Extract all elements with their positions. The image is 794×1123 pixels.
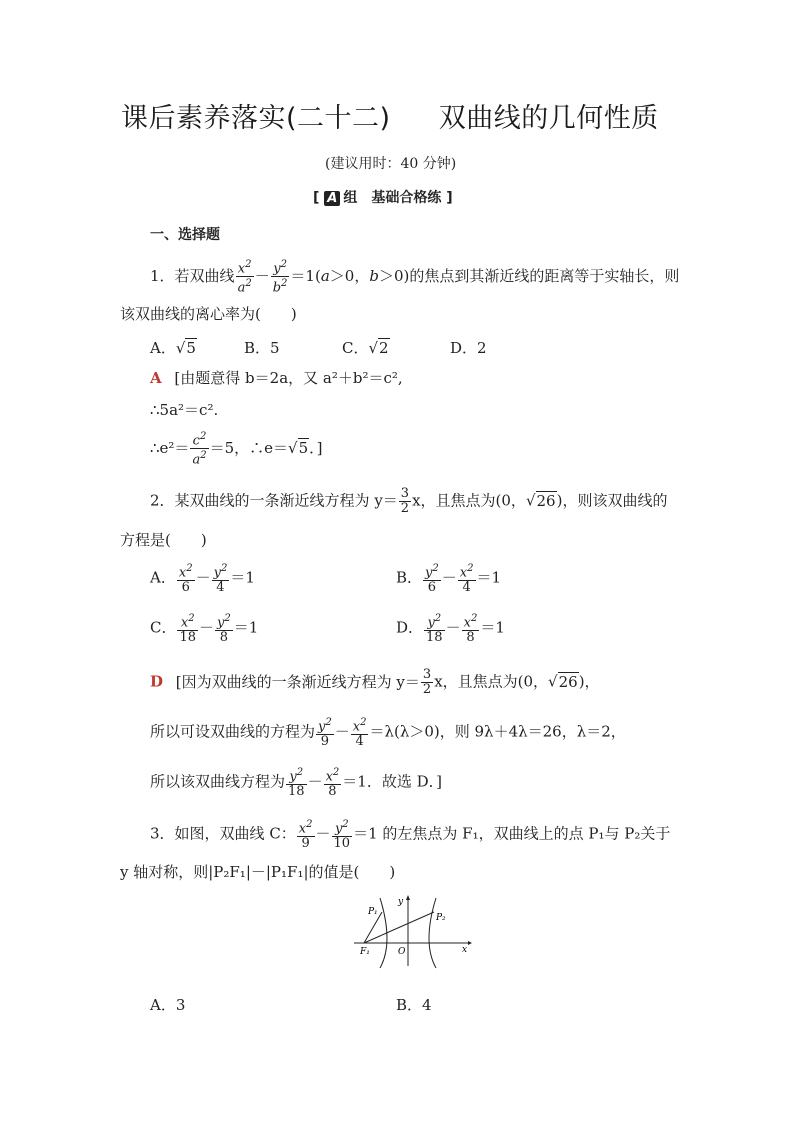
q2-option-c: C． $\frac{x^2}{18}$ － $\frac{y^2}{8}$ ＝1 bbox=[150, 613, 259, 646]
q3-line1: 3．如图，双曲线 C： $\frac{x^2}{9}$ － $\frac{y^2}{10}$ ＝1 的左焦点为 F₁，双曲线上的点 P₁与 P₂关于 bbox=[150, 819, 671, 852]
q1-option-d: D．2 bbox=[450, 339, 487, 357]
q3-option-b: B．4 bbox=[396, 996, 432, 1014]
label-x: x bbox=[462, 945, 468, 955]
title-left: 课后素养落实(二十二) bbox=[121, 103, 391, 134]
q2-option-d: D． $\frac{y^2}{18}$ － $\frac{x^2}{8}$ ＝1 bbox=[396, 613, 505, 646]
q2-option-b: B． $\frac{y^2}{6}$ － $\frac{x^2}{4}$ ＝1 bbox=[396, 563, 502, 596]
fraction: $\frac{x^2}{a^2}$ bbox=[237, 259, 252, 296]
answer-letter: A bbox=[150, 369, 162, 387]
answer-letter: D bbox=[150, 672, 164, 691]
label-f1: F₁ bbox=[360, 947, 370, 957]
q3-option-a: A．3 bbox=[150, 996, 186, 1014]
q2-solution-line2: 所以可设双曲线的方程为 $\frac{y^2}{9}$ － $\frac{x^2}{4}$ ＝λ(λ＞0)，则 9λ＋4λ＝26，λ＝2， bbox=[150, 717, 626, 750]
group-label: 组 基础合格练 bbox=[343, 190, 442, 206]
page-title bbox=[121, 96, 659, 135]
q1-option-b: B．5 bbox=[244, 339, 280, 357]
suggested-time: (建议用时：40 分钟) bbox=[325, 156, 457, 172]
q1-solution-line2: ∴5a²＝c². bbox=[150, 401, 219, 419]
label-p2: P₂ bbox=[436, 913, 446, 923]
q1-option-c: C．√2 bbox=[342, 339, 389, 357]
label-p1: P₁ bbox=[368, 907, 378, 917]
hyperbola-figure bbox=[350, 892, 480, 972]
q1-solution-line1: A [由题意得 b＝2a，又 a²＋b²＝c², bbox=[150, 369, 403, 387]
q2-solution-line3: 所以该双曲线方程为 $\frac{y^2}{18}$ － $\frac{x^2}{8}$ ＝1．故选 D．] bbox=[150, 767, 442, 800]
q3-line2: y 轴对称，则|P₂F₁|－|P₁F₁|的值是( ) bbox=[120, 863, 396, 881]
title-right: 双曲线的几何性质 bbox=[438, 103, 659, 134]
q1-line1: 1．若双曲线 $\frac{x^2}{a^2}$ － $\frac{y^2}{b^2}$ ＝1(a＞0，b＞0)的焦点到其渐近线的距离等于实轴长，则 bbox=[150, 259, 680, 296]
fraction: $\frac{y^2}{b^2}$ bbox=[272, 259, 288, 296]
q2-line2: 方程是( ) bbox=[120, 531, 207, 549]
q1-solution-line3: ∴e²＝ $\frac{c^2}{a^2}$ ＝5，∴e＝√5．] bbox=[150, 431, 323, 468]
q2-solution-line1: D [因为双曲线的一条渐近线方程为 y＝ $\frac{3}{2}$ x，且焦点为(0，√26)， bbox=[150, 667, 600, 697]
q1-option-a: A．√5 bbox=[150, 339, 196, 357]
fraction: $\frac{c^2}{a^2}$ bbox=[192, 431, 207, 468]
label-y: y bbox=[398, 897, 404, 907]
q1-line2: 该双曲线的离心率为( ) bbox=[120, 305, 297, 323]
q2-option-a: A． $\frac{x^2}{6}$ － $\frac{y^2}{4}$ ＝1 bbox=[150, 563, 255, 596]
q2-line1: 2．某双曲线的一条渐近线方程为 y＝ $\frac{3}{2}$ x，且焦点为(0，√26)，则该双曲线的 bbox=[150, 486, 668, 516]
label-o: O bbox=[398, 947, 406, 957]
group-heading: [ A 组 基础合格练 ] bbox=[313, 190, 453, 206]
fraction: $\frac{3}{2}$ bbox=[400, 486, 410, 516]
group-letter-badge: A bbox=[324, 191, 340, 206]
section-heading: 一、选择题 bbox=[150, 227, 220, 243]
